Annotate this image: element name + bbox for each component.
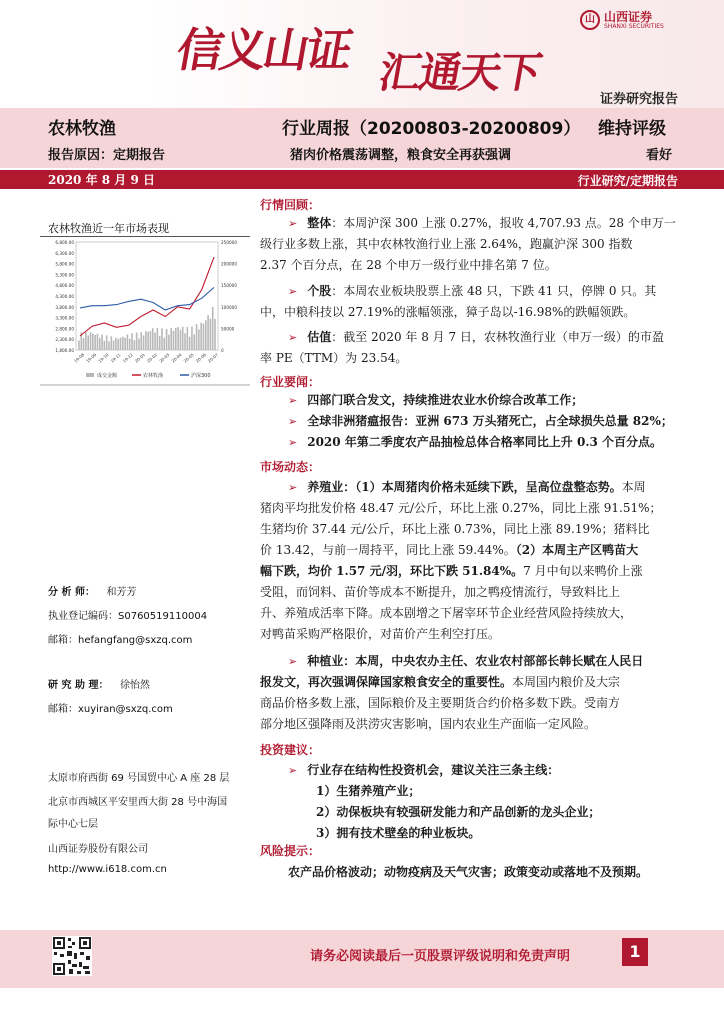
text-line: 种植业：本周，中央农办主任、农业农村部部长韩长赋在人民日 bbox=[307, 654, 644, 668]
review-overall-head: 整体 bbox=[307, 216, 332, 230]
volume-bar bbox=[106, 335, 108, 350]
volume-bar bbox=[101, 335, 103, 350]
y-left-tick-label: 5,800.00 bbox=[55, 261, 74, 267]
list-item bbox=[288, 411, 681, 432]
x-tick-label: 20-07 bbox=[206, 352, 220, 364]
text-line: 升、养殖成活率下降。成本剧增之下屠宰环节企业经营风险持续放大， bbox=[260, 606, 633, 620]
arrow-bullet-icon: ➢ bbox=[288, 217, 298, 230]
text-line: 生猪均价 37.44 元/公斤，环比上涨 0.73%，同比上涨 89.19%；猪料比 bbox=[260, 522, 650, 536]
volume-bar bbox=[110, 336, 112, 350]
text-line: 率 PE（TTM）为 23.54。 bbox=[260, 351, 408, 365]
section-risk: 风险提示： bbox=[260, 844, 321, 858]
text-line: 2.37 个百分点，在 28 个申万一级行业中排名第 7 位。 bbox=[260, 258, 557, 272]
rating: 维持评级 bbox=[598, 119, 666, 139]
text-line: 7 月中旬以来鸭价上涨 bbox=[523, 564, 643, 578]
section-review: 行情回顾： bbox=[260, 198, 321, 212]
list-item bbox=[288, 432, 681, 453]
y-left-tick-label: 4,300.00 bbox=[55, 294, 74, 299]
address-taiyuan: 太原市府西街 69 号国贸中心 A 座 28 层 bbox=[48, 773, 230, 784]
advice-intro bbox=[288, 760, 681, 781]
volume-bar bbox=[90, 332, 92, 350]
volume-bar bbox=[124, 338, 126, 350]
review-stocks bbox=[260, 281, 681, 323]
advice-intro-text: 行业存在结构性投资机会，建议关注三条主线： bbox=[307, 763, 560, 777]
volume-bar bbox=[83, 338, 85, 350]
market-crops bbox=[260, 651, 681, 735]
series-line-agri bbox=[80, 257, 214, 336]
address-beijing-cont: 际中心七层 bbox=[48, 819, 98, 830]
volume-bar bbox=[120, 338, 122, 350]
y-left-tick-label: 6,300.00 bbox=[55, 250, 74, 256]
volume-bar bbox=[117, 339, 119, 350]
news-item-text: 2020 年第二季度农产品抽检总体合格率同比上升 0.3 个百分点。 bbox=[307, 435, 663, 449]
text-line: 本周 bbox=[621, 480, 646, 494]
y-right-tick-label: 0 bbox=[221, 348, 224, 353]
text-line: 养殖业：（1）本周猪肉价格未延续下跌，呈高位盘整态势。 bbox=[307, 480, 622, 494]
advice-list bbox=[288, 760, 681, 844]
arrow-bullet-icon: ➢ bbox=[288, 481, 298, 494]
volume-bar bbox=[140, 332, 142, 350]
section-advice: 投资建议： bbox=[260, 743, 321, 757]
list-item: 1）生猪养殖产业； bbox=[316, 784, 421, 798]
arrow-bullet-icon: ➢ bbox=[288, 655, 298, 668]
company-logo bbox=[580, 8, 700, 36]
volume-bar bbox=[175, 328, 177, 350]
list-item bbox=[288, 390, 681, 411]
legend-label: 成交金额 bbox=[97, 373, 118, 379]
volume-bar bbox=[87, 335, 89, 350]
volume-bar bbox=[207, 315, 209, 350]
x-tick-label: 20-06 bbox=[194, 352, 207, 364]
disclaimer-notice[interactable]: 请务必阅读最后一页股票评级说明和免责声明 bbox=[310, 949, 571, 964]
legend-label: 农林牧渔 bbox=[143, 373, 164, 379]
logo-name: 山西证券 bbox=[604, 10, 653, 24]
volume-bar bbox=[154, 333, 156, 350]
volume-bar bbox=[161, 328, 163, 350]
text-line: 本周国内粮价及大宗 bbox=[512, 675, 621, 689]
report-header bbox=[0, 108, 724, 168]
text-line: 受阻，而饲料、苗价等成本不断提升，加之鸭疫情流行，导致料比上 bbox=[260, 585, 621, 599]
logo-english: SHANXI SECURITIES bbox=[604, 23, 664, 30]
volume-bar bbox=[99, 338, 101, 350]
logo-mark-icon: 山 bbox=[580, 10, 600, 30]
volume-bar bbox=[180, 330, 182, 350]
volume-bar bbox=[182, 327, 184, 350]
volume-bar bbox=[97, 334, 99, 350]
volume-bar bbox=[129, 339, 131, 350]
arrow-bullet-icon: ➢ bbox=[288, 764, 298, 777]
volume-bar bbox=[170, 328, 172, 350]
volume-bar bbox=[212, 307, 214, 350]
volume-bar bbox=[78, 340, 80, 350]
analyst-row bbox=[48, 583, 136, 598]
y-right-tick-label: 50000 bbox=[221, 326, 235, 332]
volume-bar bbox=[173, 331, 175, 350]
volume-bar bbox=[168, 335, 170, 350]
volume-bar bbox=[115, 338, 117, 350]
text-line: ：本周沪深 300 上涨 0.27%，报收 4,707.93 点。28 个申万一 bbox=[331, 216, 676, 230]
divider bbox=[40, 236, 250, 237]
x-tick-label: 19-10 bbox=[97, 352, 110, 364]
review-valuation bbox=[260, 327, 681, 369]
industry-name: 农林牧渔 bbox=[48, 119, 116, 139]
report-kind: 证券研究报告 bbox=[599, 92, 678, 107]
y-left-tick-label: 2,800.00 bbox=[55, 326, 74, 332]
date-band bbox=[0, 170, 724, 189]
company-website[interactable]: http://www.i618.com.cn bbox=[48, 864, 167, 875]
text-line: ：截至 2020 年 8 月 7 日，农林牧渔行业（申万一级）的市盈 bbox=[331, 330, 664, 344]
text-line: 部分地区强降雨及洪涝灾害影响，国内农业生产面临一定风险。 bbox=[260, 717, 597, 731]
analyst-email[interactable]: 邮箱：hefangfang@sxzq.com bbox=[48, 635, 193, 646]
volume-bar bbox=[113, 340, 115, 350]
legend-label: 沪深300 bbox=[191, 373, 211, 379]
address-beijing: 北京市西城区平安里西大街 28 号中海国 bbox=[48, 797, 228, 808]
volume-bar bbox=[134, 340, 136, 350]
arrow-bullet-icon: ➢ bbox=[288, 285, 298, 298]
volume-bar bbox=[163, 338, 165, 350]
text-line: 级行业多数上涨，其中农林牧渔行业上涨 2.64%，跑赢沪深 300 指数 bbox=[260, 237, 633, 251]
x-tick-label: 20-01 bbox=[133, 352, 147, 364]
volume-bar bbox=[200, 323, 202, 350]
report-category: 行业研究/定期报告 bbox=[577, 174, 678, 188]
report-type: 行业周报（20200803-20200809） bbox=[282, 119, 581, 139]
text-line: （2）本周主产区鸭苗大 bbox=[515, 543, 639, 557]
volume-bar bbox=[159, 336, 161, 350]
review-overall bbox=[260, 213, 681, 276]
arrow-bullet-icon: ➢ bbox=[288, 415, 298, 428]
slogan-left: 信义山证 bbox=[172, 23, 355, 77]
volume-bar bbox=[196, 324, 198, 350]
volume-bar bbox=[122, 337, 124, 350]
volume-bar bbox=[147, 332, 149, 350]
y-left-tick-label: 6,800.00 bbox=[55, 240, 74, 245]
assistant-row bbox=[48, 676, 150, 691]
qr-code-icon[interactable] bbox=[52, 936, 92, 976]
volume-bar bbox=[187, 327, 189, 350]
y-right-tick-label: 250000 bbox=[221, 240, 237, 245]
legend-swatch bbox=[86, 373, 94, 377]
page-number: 1 bbox=[622, 938, 648, 966]
list-item: 2）动保板块有较强研发能力和产品创新的龙头企业； bbox=[316, 805, 601, 819]
y-left-tick-label: 3,800.00 bbox=[55, 304, 74, 310]
report-date: 2020 年 8 月 9 日 bbox=[48, 173, 155, 187]
y-left-tick-label: 2,300.00 bbox=[55, 337, 74, 343]
x-tick-label: 20-03 bbox=[158, 352, 171, 364]
x-tick-label: 19-12 bbox=[121, 352, 134, 364]
text-line: 中，中粮科技以 27.19%的涨幅领涨，獐子岛以-16.98%的跌幅领跌。 bbox=[260, 305, 636, 319]
x-tick-label: 19-09 bbox=[85, 352, 98, 364]
text-line: 对鸭苗采购严格限价，对苗价产生利空打压。 bbox=[260, 627, 501, 641]
report-subtitle: 猪肉价格震荡调整，粮食安全再获强调 bbox=[290, 148, 512, 163]
volume-bar bbox=[193, 334, 195, 350]
volume-bar bbox=[127, 335, 129, 350]
market-livestock bbox=[260, 477, 681, 645]
header-banner bbox=[0, 0, 724, 108]
news-item-text: 四部门联合发文，持续推进农业水价综合改革工作； bbox=[307, 393, 584, 407]
volume-bar bbox=[214, 319, 216, 350]
report-reason: 报告原因：定期报告 bbox=[48, 148, 166, 163]
section-market: 市场动态： bbox=[260, 460, 321, 474]
market-performance-chart bbox=[40, 238, 250, 388]
analyst-label: 分 析 师： bbox=[48, 587, 95, 598]
x-tick-label: 19-08 bbox=[72, 352, 86, 364]
volume-bar bbox=[152, 328, 154, 350]
volume-bar bbox=[150, 331, 152, 350]
volume-bar bbox=[210, 319, 212, 350]
analyst-name: 和芳芳 bbox=[106, 587, 137, 598]
y-left-tick-label: 5,300.00 bbox=[55, 272, 74, 278]
text-line: ：本周农业板块股票上涨 48 只，下跌 41 只，停牌 0 只。其 bbox=[331, 284, 657, 298]
volume-bar bbox=[143, 335, 145, 350]
text-line: 商品价格多数上涨，国际粮价及主要期货合约价格多数下跌。受南方 bbox=[260, 696, 621, 710]
volume-bar bbox=[94, 335, 96, 350]
news-item-text: 全球非洲猪瘟报告：亚洲 673 万头猪死亡，占全球损失总量 82%； bbox=[307, 414, 673, 428]
volume-bar bbox=[138, 338, 140, 350]
section-news: 行业要闻： bbox=[260, 375, 321, 389]
arrow-bullet-icon: ➢ bbox=[288, 394, 298, 407]
y-right-tick-label: 200000 bbox=[221, 261, 237, 267]
x-tick-label: 20-04 bbox=[170, 352, 183, 364]
text-line: 猪肉平均批发价格 48.47 元/公斤，环比上涨 0.27%，同比上涨 91.51%； bbox=[260, 501, 662, 515]
volume-bar bbox=[198, 329, 200, 350]
y-right-tick-label: 150000 bbox=[221, 283, 237, 289]
y-right-tick-label: 100000 bbox=[221, 304, 237, 310]
volume-bar bbox=[131, 333, 133, 350]
arrow-bullet-icon: ➢ bbox=[288, 436, 298, 449]
chart-title: 农林牧渔近一年市场表现 bbox=[48, 222, 169, 235]
assistant-email[interactable]: 邮箱：xuyiran@sxzq.com bbox=[48, 704, 173, 715]
assistant-name: 徐怡然 bbox=[119, 680, 150, 691]
volume-bar bbox=[104, 341, 106, 350]
arrow-bullet-icon: ➢ bbox=[288, 331, 298, 344]
rating-view: 看好 bbox=[646, 148, 673, 163]
text-line: 幅下跌，均价 1.57 元/羽，环比下跌 51.84%。 bbox=[260, 564, 524, 578]
volume-bar bbox=[191, 326, 193, 350]
volume-bar bbox=[145, 331, 147, 350]
list-item: 3）拥有技术壁垒的种业板块。 bbox=[316, 826, 481, 840]
slogan-right: 汇通天下 bbox=[375, 48, 544, 97]
x-tick-label: 19-11 bbox=[109, 352, 122, 364]
volume-bar bbox=[157, 328, 159, 350]
assistant-label: 研 究 助 理： bbox=[48, 680, 109, 691]
text-line: 价 13.42，与前一周持平，同比上涨 59.44%。 bbox=[260, 543, 516, 557]
volume-bar bbox=[166, 329, 168, 350]
volume-bar bbox=[136, 332, 138, 350]
y-left-tick-label: 3,300.00 bbox=[55, 315, 74, 321]
series-line-csi300 bbox=[80, 287, 214, 310]
volume-bar bbox=[189, 337, 191, 350]
risk-text: 农产品价格波动；动物疫病及天气灾害；政策变动或落地不及预期。 bbox=[288, 865, 649, 879]
x-tick-label: 20-05 bbox=[182, 352, 195, 364]
company-name: 山西证券股份有限公司 bbox=[48, 844, 148, 855]
volume-bar bbox=[177, 327, 179, 350]
volume-bar bbox=[92, 334, 94, 350]
volume-bar bbox=[184, 333, 186, 350]
y-left-tick-label: 4,800.00 bbox=[55, 283, 74, 289]
volume-bar bbox=[108, 341, 110, 350]
text-line: 报发文，再次强调保障国家粮食安全的重要性。 bbox=[260, 675, 513, 689]
review-stocks-head: 个股 bbox=[307, 284, 332, 298]
volume-bar bbox=[205, 320, 207, 350]
x-tick-label: 20-02 bbox=[146, 352, 159, 364]
review-valuation-head: 估值 bbox=[307, 330, 332, 344]
news-list bbox=[288, 390, 681, 453]
license-number: 执业登记编码：S0760519110004 bbox=[48, 611, 208, 622]
y-left-tick-label: 1,800.00 bbox=[55, 348, 74, 353]
volume-bar bbox=[203, 324, 205, 350]
volume-bar bbox=[85, 332, 87, 350]
